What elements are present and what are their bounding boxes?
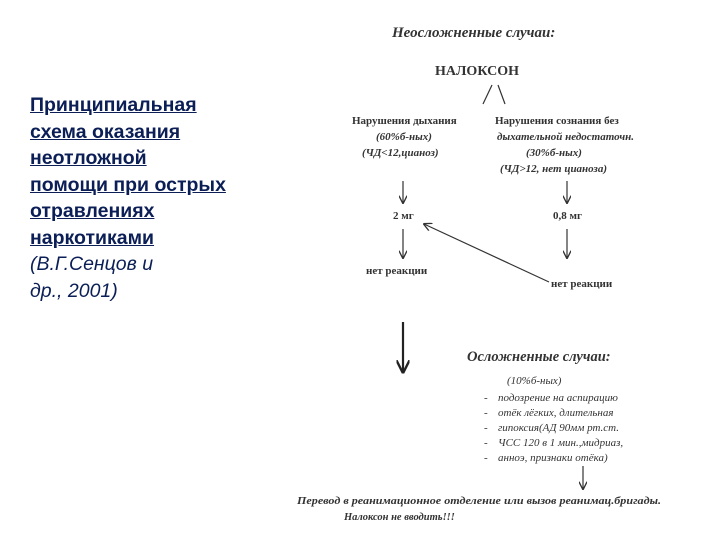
title-line-2: схема оказания (30, 120, 181, 143)
naloxone-label: НАЛОКСОН (435, 64, 520, 79)
breathing-percent: (60%б-ных) (376, 131, 432, 143)
complicated-item-1: подозрение на аспирацию (498, 392, 618, 404)
consciousness-percent: (30%б-ных) (526, 147, 582, 159)
title-line-1: Принципиальная (30, 94, 197, 116)
consciousness-disorder-label: Нарушения сознания без (495, 115, 619, 127)
complicated-item-3: гипоксия(АД 90мм рт.ст. (498, 422, 619, 434)
uncomplicated-header: Неосложненные случаи: (392, 25, 556, 41)
item-dash-4: - (484, 437, 488, 449)
no-reaction-right: нет реакции (551, 278, 613, 290)
consciousness-criteria: (ЧД>12, нет цианоза) (500, 163, 607, 175)
breathing-criteria: (ЧД<12,цианоз) (362, 147, 439, 159)
title-line-3: неотложной (30, 147, 147, 169)
complicated-item-2: отёк лёгких, длительная (498, 407, 614, 419)
item-dash-1: - (484, 392, 488, 404)
footer-no-naloxone: Налоксон не вводить!!! (344, 512, 455, 523)
complicated-header: Осложненные случаи: (467, 349, 611, 365)
no-reaction-left: нет реакции (366, 265, 428, 277)
complicated-item-5: анноэ, признаки отёка) (498, 452, 608, 464)
complicated-percent: (10%б-ных) (507, 375, 562, 387)
complicated-item-4: ЧСС 120 в 1 мин.,мидриаз, (498, 437, 624, 449)
item-dash-5: - (484, 452, 488, 464)
dose-left: 2 мг (393, 210, 414, 222)
title-line-6: наркотиками (30, 226, 155, 249)
fork-line-right (498, 85, 505, 104)
title-line-4: помощи при острых (30, 173, 226, 196)
citation-line-1: (В.Г.Сенцов и (30, 253, 154, 275)
title-line-5: отравлениях (30, 200, 155, 222)
fork-line-left (483, 85, 492, 104)
item-dash-2: - (484, 407, 488, 419)
arrow-back-to-dose-left (424, 224, 549, 282)
citation-line-2: др., 2001) (30, 279, 118, 302)
footer-transfer: Перевод в реанимационное отделение или вызов реанимац.бригады. (295, 496, 661, 507)
dose-right: 0,8 мг (553, 210, 582, 222)
consciousness-subtitle: дыхательной недостаточн. (497, 131, 634, 143)
item-dash-3: - (484, 422, 488, 434)
breathing-disorder-label: Нарушения дыхания (352, 115, 457, 127)
